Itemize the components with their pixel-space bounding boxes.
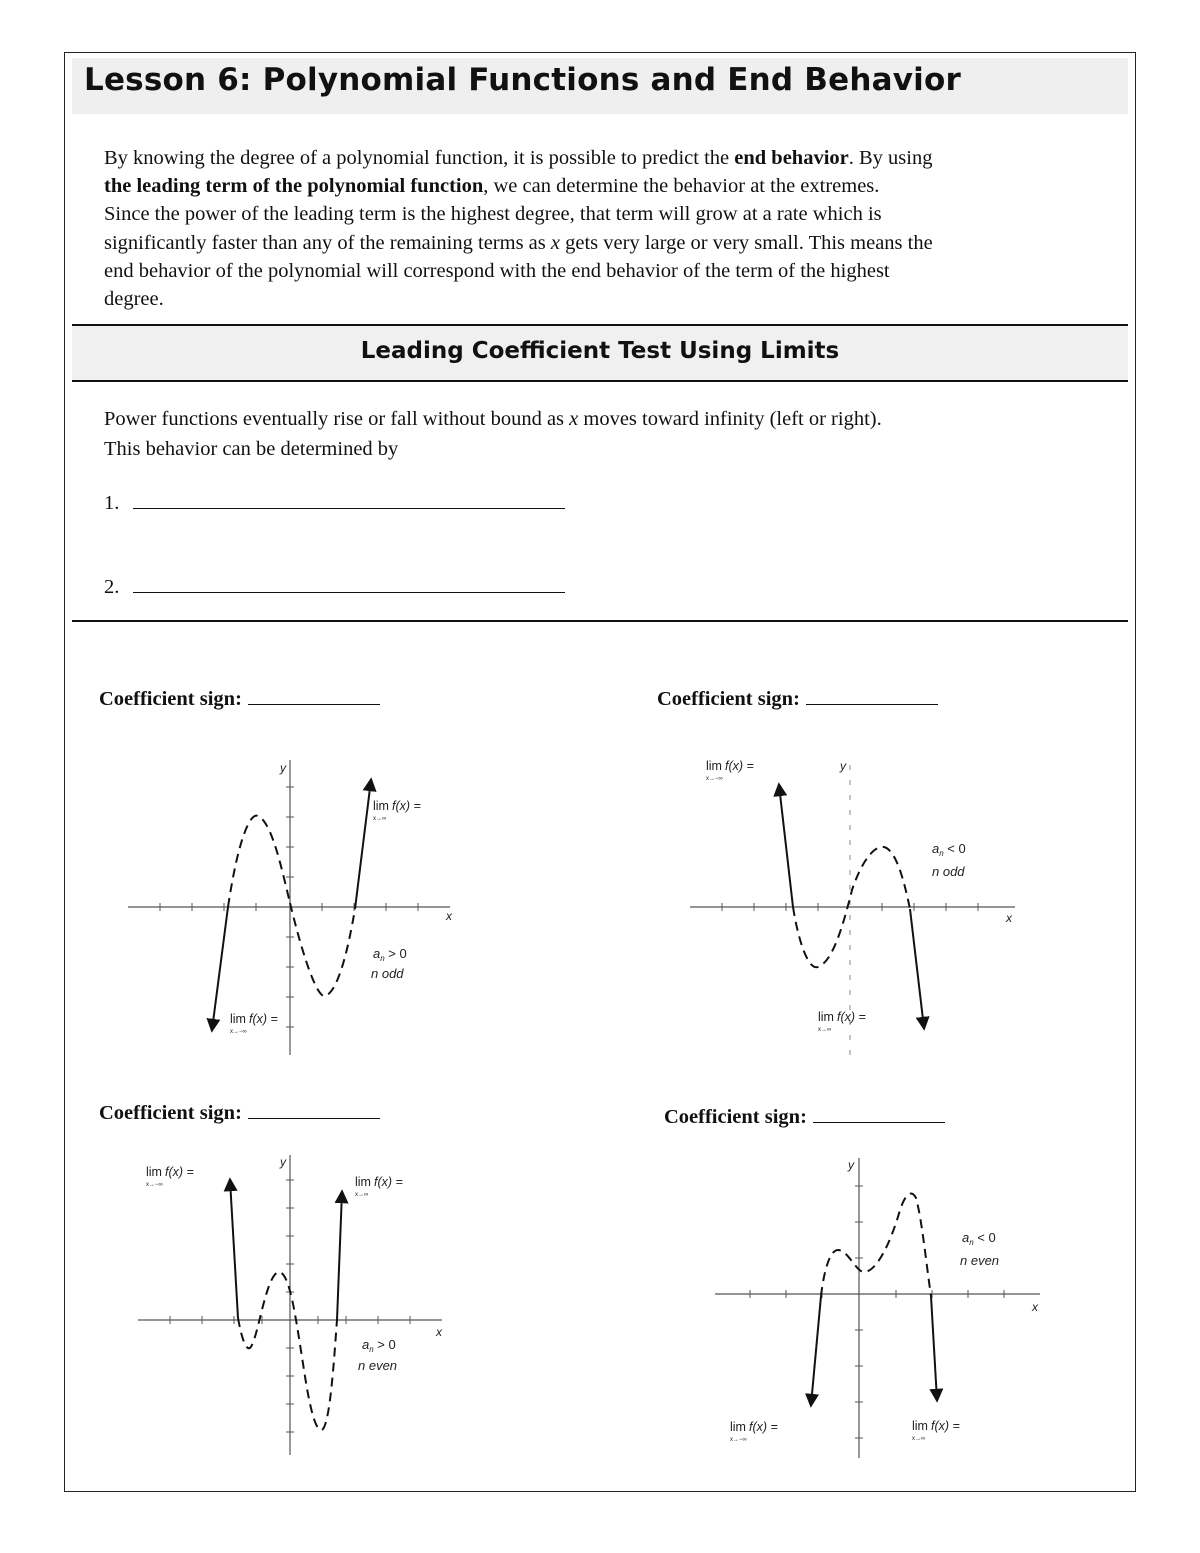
graph-3-lim-left-sub: x→−∞ xyxy=(146,1182,163,1188)
graph-2-right-arrow xyxy=(910,909,924,1028)
graph-4-left-arrow xyxy=(811,1296,821,1405)
term-leading-term: the leading term of the polynomial function xyxy=(104,175,484,198)
graph-1 xyxy=(128,760,453,1055)
graph-2-lim-right-sub: x→∞ xyxy=(818,1027,832,1033)
graph-2-x-label: x xyxy=(1006,911,1012,925)
blank-item-1: 1. xyxy=(104,492,565,515)
graph-1-condition: $a_n > 0$ xyxy=(373,946,407,963)
graph-2-y-label: y xyxy=(840,759,846,773)
graph-4-condition: $a_n < 0$ xyxy=(962,1230,996,1247)
graph-1-lim-right: lim f(x) = xyxy=(373,799,421,813)
graph-3-dashed-curve xyxy=(238,1272,337,1430)
graph-3-left-arrow xyxy=(230,1180,238,1318)
graph-2-lim-left: lim f(x) = xyxy=(706,759,754,773)
graph-1-dashed-curve-a xyxy=(228,816,290,907)
graph-3-right-arrow xyxy=(337,1192,342,1320)
graph-2-lim-left-sub: x→−∞ xyxy=(706,776,723,782)
graph-2-degree: n odd xyxy=(932,864,965,879)
graph-1-left-arrow xyxy=(212,907,228,1030)
graph-3-y-label: y xyxy=(280,1155,286,1169)
graph-1-right-arrow xyxy=(355,780,371,909)
graph-4-lim-left-sub: x→−∞ xyxy=(730,1437,747,1443)
graph-1-x-label: x xyxy=(446,909,452,923)
blank-item-2: 2. xyxy=(104,576,565,599)
graph-1-degree: n odd xyxy=(371,966,404,981)
graph-4-dashed-curve xyxy=(821,1194,931,1296)
graph-4-lim-right-sub: x→∞ xyxy=(912,1436,926,1442)
graph-3-lim-left: lim f(x) = xyxy=(146,1165,194,1179)
graph-3-lim-right: lim f(x) = xyxy=(355,1175,403,1189)
graph-4-ticks xyxy=(750,1186,1004,1438)
graph-1-lim-right-sub: x→∞ xyxy=(373,816,387,822)
graph-2-lim-right: lim f(x) = xyxy=(818,1010,866,1024)
section-title: Leading Coefficient Test Using Limits xyxy=(360,338,840,364)
graph-4-right-arrow xyxy=(931,1296,937,1400)
graph-2-condition: $a_n < 0$ xyxy=(932,841,966,858)
graph-4 xyxy=(715,1158,1040,1458)
lesson-title: Lesson 6: Polynomial Functions and End Behavior xyxy=(84,62,961,98)
graph-2-left-arrow xyxy=(779,785,793,907)
graph-3 xyxy=(138,1155,443,1455)
graph-4-degree: n even xyxy=(960,1253,1000,1268)
intro-paragraph: By knowing the degree of a polynomial function, it is possible to predict the end behavior. By using the leading term of the polynomial function, we can determine the behavior at the extremes. Since the power of the leading term is the highest degree, that term will grow at a rate which is significantly faster than any of the remaining terms as x gets very large or very small. This means the end behavior of the polynomial will correspond with the end behavior of the term of the highest degree. xyxy=(104,147,933,311)
graph-3-condition: $a_n > 0$ xyxy=(362,1337,396,1354)
graph-3-lim-right-sub: x→∞ xyxy=(355,1192,369,1198)
graph-4-lim-right: lim f(x) = xyxy=(912,1419,960,1433)
graph-1-y-label: y xyxy=(280,761,286,775)
graph-3-x-label: x xyxy=(436,1325,442,1339)
term-end-behavior: end behavior xyxy=(734,147,849,169)
coefficient-sign-3: Coefficient sign: xyxy=(99,1102,380,1125)
graph-3-degree: n even xyxy=(358,1358,398,1373)
coefficient-sign-1: Coefficient sign: xyxy=(99,688,380,711)
graph-1-lim-left-sub: x→−∞ xyxy=(230,1029,247,1035)
coefficient-sign-2: Coefficient sign: xyxy=(657,688,938,711)
graph-2 xyxy=(690,759,1015,1060)
coefficient-sign-4: Coefficient sign: xyxy=(664,1106,945,1129)
graph-1-dashed-curve-b xyxy=(290,903,355,996)
power-functions-text: Power functions eventually rise or fall without bound as x moves toward infinity (left or right). This behavior can be determined by xyxy=(104,408,882,460)
graph-1-lim-left: lim f(x) = xyxy=(230,1012,278,1026)
graph-4-lim-left: lim f(x) = xyxy=(730,1420,778,1434)
graph-4-y-label: y xyxy=(848,1158,854,1172)
graph-4-x-label: x xyxy=(1032,1300,1038,1314)
